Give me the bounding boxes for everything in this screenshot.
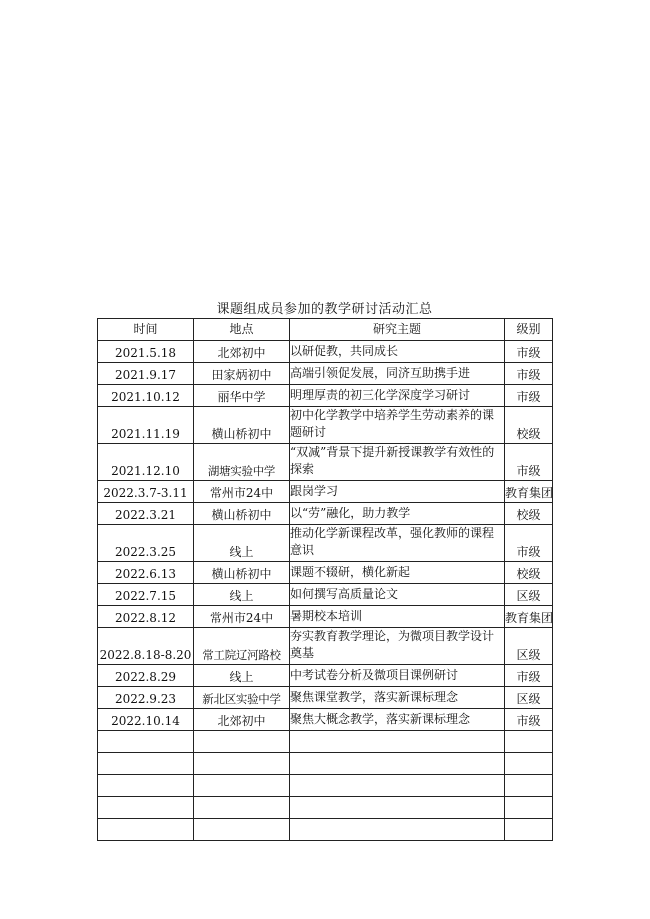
cell-time: 2022.3.25 <box>98 525 194 562</box>
cell-place: 线上 <box>194 665 290 687</box>
cell-place: 新北区实验中学 <box>194 687 290 709</box>
cell-topic: 明理厚责的初三化学深度学习研讨 <box>290 385 505 407</box>
table-row <box>98 444 553 481</box>
activity-summary-table <box>97 318 553 841</box>
cell-level: 市级 <box>505 444 553 481</box>
cell-time: 2022.6.13 <box>98 562 194 584</box>
cell-level: 校级 <box>505 407 553 444</box>
cell-level: 市级 <box>505 341 553 363</box>
cell-time: 2021.9.17 <box>98 363 194 385</box>
cell-level: 教育集团 <box>505 606 553 628</box>
cell-place: 常州市24中 <box>194 606 290 628</box>
empty-cell <box>290 753 505 775</box>
empty-cell <box>290 731 505 753</box>
cell-place: 常工院辽河路校 <box>194 628 290 665</box>
cell-topic: 推动化学新课程改革，强化教师的课程意识 <box>290 525 505 562</box>
cell-place: 北郊初中 <box>194 709 290 731</box>
header-place: 地点 <box>194 319 290 341</box>
cell-level: 教育集团 <box>505 481 553 503</box>
cell-level: 市级 <box>505 363 553 385</box>
empty-cell <box>505 731 553 753</box>
empty-cell <box>505 797 553 819</box>
cell-place: 横山桥初中 <box>194 562 290 584</box>
empty-cell <box>98 819 194 841</box>
cell-topic: 如何撰写高质量论文 <box>290 584 505 606</box>
empty-cell <box>194 775 290 797</box>
cell-topic: 跟岗学习 <box>290 481 505 503</box>
header-level: 级别 <box>505 319 553 341</box>
cell-level: 校级 <box>505 503 553 525</box>
cell-topic: 高端引领促发展，同济互助携手进 <box>290 363 505 385</box>
cell-time: 2021.11.19 <box>98 407 194 444</box>
table-row <box>98 407 553 444</box>
cell-level: 市级 <box>505 385 553 407</box>
table-row <box>98 606 553 628</box>
empty-cell <box>505 819 553 841</box>
empty-cell <box>290 819 505 841</box>
cell-level: 区级 <box>505 628 553 665</box>
empty-table-row <box>98 775 553 797</box>
cell-topic: 夯实教育教学理论，为微项目教学设计奠基 <box>290 628 505 665</box>
empty-table-row <box>98 753 553 775</box>
empty-cell <box>194 819 290 841</box>
cell-topic: 初中化学教学中培养学生劳动素养的课题研讨 <box>290 407 505 444</box>
table-row <box>98 709 553 731</box>
cell-level: 区级 <box>505 687 553 709</box>
empty-cell <box>98 797 194 819</box>
cell-time: 2022.8.29 <box>98 665 194 687</box>
cell-level: 市级 <box>505 665 553 687</box>
cell-time: 2022.8.18-8.20 <box>98 628 194 665</box>
cell-place: 横山桥初中 <box>194 503 290 525</box>
cell-place: 线上 <box>194 525 290 562</box>
table-row <box>98 385 553 407</box>
empty-table-row <box>98 731 553 753</box>
table-row <box>98 687 553 709</box>
cell-time: 2022.9.23 <box>98 687 194 709</box>
cell-topic: 聚焦大概念教学，落实新课标理念 <box>290 709 505 731</box>
cell-time: 2022.3.21 <box>98 503 194 525</box>
cell-time: 2022.3.7-3.11 <box>98 481 194 503</box>
empty-cell <box>98 775 194 797</box>
cell-topic: 中考试卷分析及微项目课例研讨 <box>290 665 505 687</box>
empty-cell <box>98 753 194 775</box>
cell-place: 湖塘实验中学 <box>194 444 290 481</box>
empty-table-row <box>98 819 553 841</box>
cell-place: 丽华中学 <box>194 385 290 407</box>
cell-level: 校级 <box>505 562 553 584</box>
cell-topic: 以“劳”融化，助力教学 <box>290 503 505 525</box>
header-time: 时间 <box>98 319 194 341</box>
cell-time: 2021.12.10 <box>98 444 194 481</box>
cell-time: 2021.5.18 <box>98 341 194 363</box>
cell-topic: 以研促教，共同成长 <box>290 341 505 363</box>
cell-level: 市级 <box>505 709 553 731</box>
cell-topic: 暑期校本培训 <box>290 606 505 628</box>
cell-topic: 课题不辍研，横化新起 <box>290 562 505 584</box>
table-row <box>98 481 553 503</box>
empty-table-row <box>98 797 553 819</box>
empty-cell <box>194 731 290 753</box>
cell-time: 2022.7.15 <box>98 584 194 606</box>
table-row <box>98 525 553 562</box>
cell-place: 常州市24中 <box>194 481 290 503</box>
document-title: 课题组成员参加的教学研讨活动汇总 <box>216 302 433 317</box>
table-row <box>98 665 553 687</box>
cell-time: 2022.10.14 <box>98 709 194 731</box>
table-row <box>98 341 553 363</box>
cell-topic: 聚焦课堂教学，落实新课标理念 <box>290 687 505 709</box>
table-row <box>98 628 553 665</box>
empty-cell <box>505 775 553 797</box>
table-row <box>98 363 553 385</box>
table-row <box>98 584 553 606</box>
table-header-row <box>98 319 553 341</box>
empty-cell <box>194 797 290 819</box>
cell-place: 田家炳初中 <box>194 363 290 385</box>
cell-topic: “双减”背景下提升新授课教学有效性的探索 <box>290 444 505 481</box>
empty-cell <box>290 797 505 819</box>
cell-level: 区级 <box>505 584 553 606</box>
table-row <box>98 562 553 584</box>
table-row <box>98 503 553 525</box>
empty-cell <box>98 731 194 753</box>
empty-cell <box>505 753 553 775</box>
cell-place: 北郊初中 <box>194 341 290 363</box>
cell-place: 横山桥初中 <box>194 407 290 444</box>
empty-cell <box>194 753 290 775</box>
cell-place: 线上 <box>194 584 290 606</box>
cell-level: 市级 <box>505 525 553 562</box>
empty-cell <box>290 775 505 797</box>
cell-time: 2021.10.12 <box>98 385 194 407</box>
header-topic: 研究主题 <box>290 319 505 341</box>
cell-time: 2022.8.12 <box>98 606 194 628</box>
